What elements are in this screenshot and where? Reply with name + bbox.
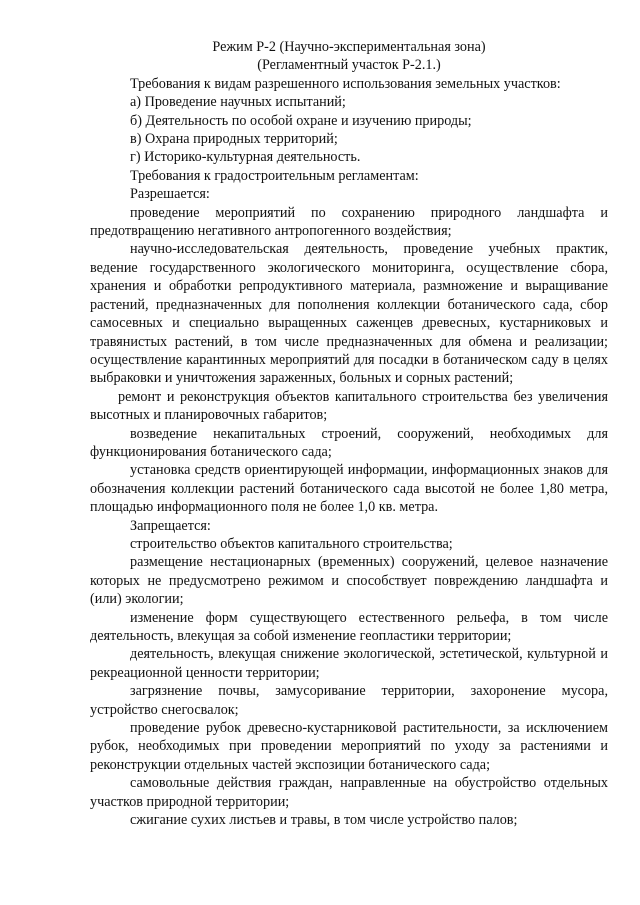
forbidden-item: загрязнение почвы, замусоривание территории, захоронение мусора, устройство снегосвалок; — [90, 683, 608, 718]
allowed-item: проведение мероприятий по сохранению природного ландшафта и предотвращению негативного антропогенного воздействия; — [90, 204, 608, 240]
use-item: б) Деятельность по особой охране и изучению природы; — [130, 112, 472, 129]
allowed-item: возведение некапитальных строений, сооружений, необходимых для функционирования ботанического сада; — [90, 425, 608, 460]
forbidden-item: проведение рубок древесно-кустарниковой растительности, за исключением рубок, необходимых при проведении мероприятий по уходу за растениями и реконструкции отдельных частей экспозиции ботанического сада; — [90, 720, 608, 773]
regulation-heading: Требования к градостроительным регламентам: — [130, 167, 419, 184]
allowed-heading: Разрешается: — [130, 186, 210, 203]
title-line-2: (Регламентный участок Р-2.1.) — [257, 57, 441, 74]
forbidden-item: деятельность, влекущая снижение экологической, эстетической, культурной и рекреационной ценности территории; — [90, 646, 608, 681]
forbidden-item: самовольные действия граждан, направленные на обустройство отдельных участков природной территории; — [90, 775, 608, 810]
use-item: г) Историко-культурная деятельность. — [130, 149, 361, 166]
forbidden-item: строительство объектов капитального строительства; — [130, 535, 453, 552]
forbidden-item: размещение нестационарных (временных) сооружений, целевое назначение которых не предусмотрено режимом и способствует повреждению ландшафта и (или) экологии; — [90, 554, 608, 608]
use-item: а) Проведение научных испытаний; — [130, 94, 346, 111]
forbidden-item: сжигание сухих листьев и травы, в том числе устройство палов; — [130, 812, 518, 829]
title-line-1: Режим Р-2 (Научно-экспериментальная зона) — [212, 39, 486, 55]
document-title — [90, 38, 608, 75]
allowed-item: установка средств ориентирующей информации, информационных знаков для обозначения коллекции растений ботанического сада высотой не более 1,80 метра, площадью информационного поля не более 1,0 кв. метра. — [90, 462, 608, 516]
allowed-item: ремонт и реконструкция объектов капитального строительства без увеличения высотных и планировочных габаритов; — [90, 388, 608, 424]
document-body — [90, 38, 608, 829]
allowed-item: научно-исследовательская деятельность, проведение учебных практик, ведение государственного экологического мониторинга, осуществление сбора, хранения и обработки репродуктивного материала, размножение и выращивание растений, предназначенных для пополнения коллекции ботанического сада, сбор самосевных и специально выращенных саженцев древесных, кустарниковых и травянистых растений, в том числе предназначенных для обмена и реализации; осуществление карантинных мероприятий для посадки в ботаническом саду в целях выбраковки и уничтожения зараженных, больных и сорных растений; — [90, 241, 608, 387]
forbidden-item: изменение форм существующего естественного рельефа, в том числе деятельность, влекущая за собой изменение геопластики территории; — [90, 609, 608, 644]
use-item: в) Охрана природных территорий; — [130, 131, 338, 148]
forbidden-heading: Запрещается: — [130, 517, 211, 534]
use-requirements-heading: Требования к видам разрешенного использования земельных участков: — [130, 75, 561, 92]
